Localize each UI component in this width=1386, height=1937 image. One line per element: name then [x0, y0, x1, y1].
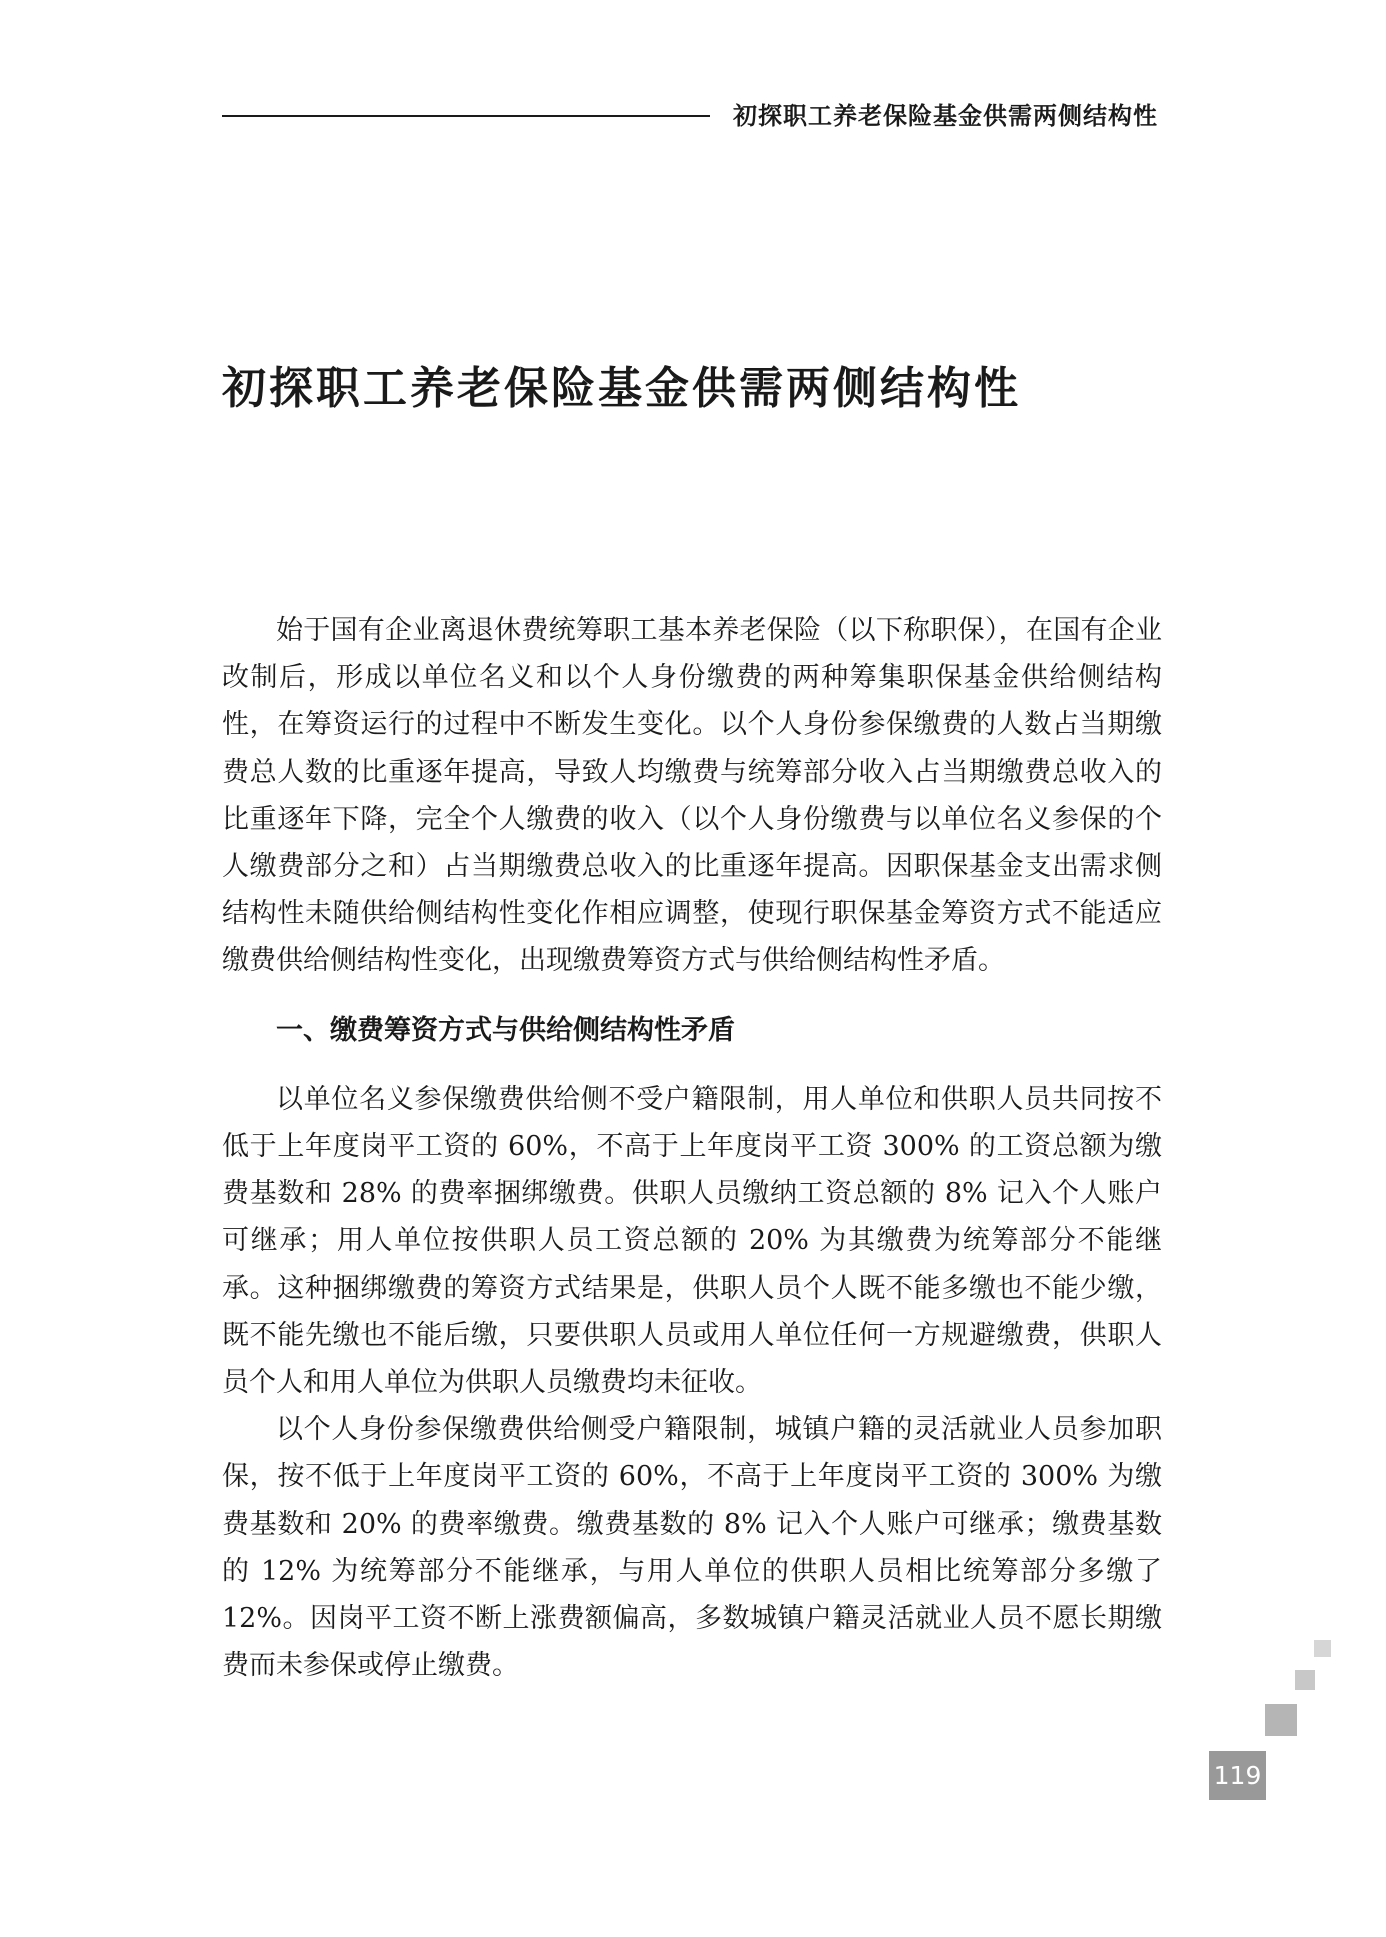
header-rule	[222, 115, 710, 117]
section-paragraph-1: 以单位名义参保缴费供给侧不受户籍限制，用人单位和供职人员共同按不低于上年度岗平工资的 60%，不高于上年度岗平工资 300% 的工资总额为缴费基数和 28% 的费率捆绑缴费。供职人员缴纳工资总额的 8% 记入个人账户可继承；用人单位按供职人员工资总额的 20% 为其缴费为统筹部分不能继承。这种捆绑缴费的筹资方式结果是，供职人员个人既不能多缴也不能少缴，既不能先缴也不能后缴，只要供职人员或用人单位任何一方规避缴费，供职人员个人和用人单位为供职人员缴费均未征收。	[222, 1083, 1162, 1399]
decorative-square-small	[1314, 1640, 1331, 1657]
page-number: 119	[1209, 1751, 1266, 1800]
decorative-square-large	[1265, 1704, 1297, 1736]
article-title: 初探职工养老保险基金供需两侧结构性	[222, 363, 1021, 414]
section-paragraph-2: 以个人身份参保缴费供给侧受户籍限制，城镇户籍的灵活就业人员参加职保，按不低于上年度岗平工资的 60%，不高于上年度岗平工资的 300% 为缴费基数和 20% 的费率缴费。缴费基数的 8% 记入个人账户可继承；缴费基数的 12% 为统筹部分不能继承，与用人单位的供职人员相比统筹部分多缴了 12%。因岗平工资不断上涨费额偏高，多数城镇户籍灵活就业人员不愿长期缴费而未参保或停止缴费。	[222, 1414, 1162, 1682]
intro-paragraph: 始于国有企业离退休费统筹职工基本养老保险（以下称职保），在国有企业改制后，形成以单位名义和以个人身份缴费的两种筹集职保基金供给侧结构性，在筹资运行的过程中不断发生变化。以个人身份参保缴费的人数占当期缴费总人数的比重逐年提高，导致人均缴费与统筹部分收入占当期缴费总收入的比重逐年下降，完全个人缴费的收入（以个人身份缴费与以单位名义参保的个人缴费部分之和）占当期缴费总收入的比重逐年提高。因职保基金支出需求侧结构性未随供给侧结构性变化作相应调整，使现行职保基金筹资方式不能适应缴费供给侧结构性变化，出现缴费筹资方式与供给侧结构性矛盾。	[222, 615, 1162, 977]
article-body	[222, 607, 1162, 1689]
running-head: 初探职工养老保险基金供需两侧结构性	[733, 102, 1158, 130]
section-heading: 一、缴费筹资方式与供给侧结构性矛盾	[276, 1014, 735, 1046]
decorative-square-medium	[1295, 1670, 1315, 1690]
